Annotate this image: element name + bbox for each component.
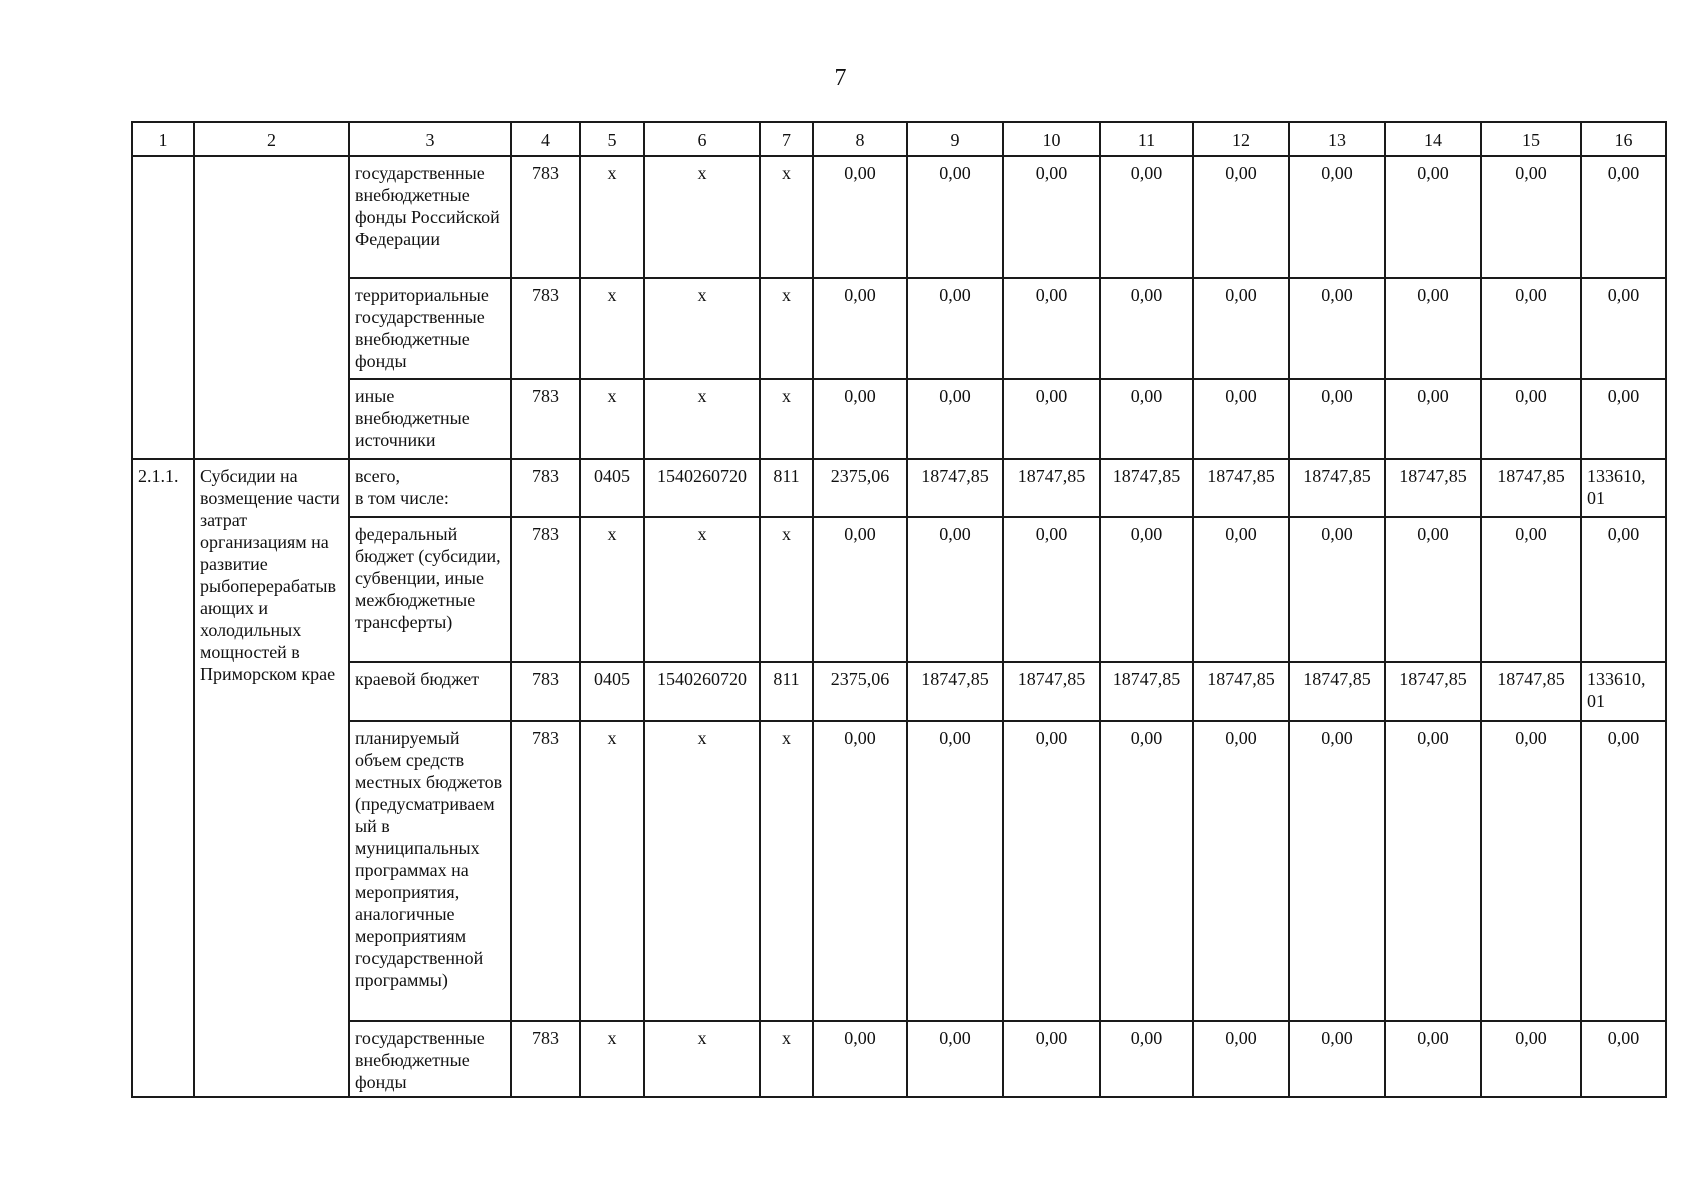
year-value: 0,00 — [813, 517, 907, 662]
item-number-cell — [132, 156, 194, 459]
col-header: 6 — [644, 122, 760, 156]
col7-value: x — [760, 156, 813, 278]
col7-value: x — [760, 517, 813, 662]
col-header: 4 — [511, 122, 580, 156]
funding-source — [349, 459, 511, 517]
col4-value: 783 — [511, 459, 580, 517]
year-value: 18747,85 — [1193, 662, 1289, 721]
col5-value: x — [580, 1021, 644, 1097]
year-value: 0,00 — [907, 721, 1003, 1021]
table-row — [132, 662, 1666, 721]
total-value — [1581, 459, 1666, 517]
year-value: 0,00 — [813, 278, 907, 379]
total-value: 0,00 — [1581, 379, 1666, 459]
table-row — [132, 459, 1666, 517]
year-value: 0,00 — [1100, 1021, 1193, 1097]
year-value: 0,00 — [1289, 156, 1385, 278]
year-value: 0,00 — [1193, 721, 1289, 1021]
year-value: 18747,85 — [1100, 662, 1193, 721]
year-value: 0,00 — [813, 156, 907, 278]
total-value: 0,00 — [1581, 156, 1666, 278]
year-value: 0,00 — [1385, 379, 1481, 459]
year-value: 18747,85 — [1003, 459, 1100, 517]
total-value: 0,00 — [1581, 1021, 1666, 1097]
total-value-line: 133610, — [1587, 466, 1646, 486]
year-value: 18747,85 — [1003, 662, 1100, 721]
col-header: 10 — [1003, 122, 1100, 156]
col7-value: x — [760, 721, 813, 1021]
year-value: 0,00 — [1193, 278, 1289, 379]
col-header: 5 — [580, 122, 644, 156]
year-value: 0,00 — [1193, 156, 1289, 278]
year-value: 0,00 — [813, 1021, 907, 1097]
year-value: 0,00 — [1481, 721, 1581, 1021]
col4-value: 783 — [511, 517, 580, 662]
year-value: 18747,85 — [1193, 459, 1289, 517]
table-row — [132, 517, 1666, 662]
year-value: 18747,85 — [1289, 662, 1385, 721]
col6-value: x — [644, 156, 760, 278]
col5-value: x — [580, 156, 644, 278]
item-name-cell — [194, 156, 349, 459]
col4-value: 783 — [511, 721, 580, 1021]
col-header: 1 — [132, 122, 194, 156]
year-value: 0,00 — [1003, 379, 1100, 459]
col6-value: x — [644, 517, 760, 662]
year-value: 0,00 — [1481, 278, 1581, 379]
year-value: 0,00 — [1100, 721, 1193, 1021]
col-header: 13 — [1289, 122, 1385, 156]
funding-source: федеральный бюджет (субсидии, субвенции, иные межбюджетные трансферты) — [349, 517, 511, 662]
col7-value: x — [760, 1021, 813, 1097]
year-value: 0,00 — [1003, 278, 1100, 379]
total-value — [1581, 662, 1666, 721]
year-value: 0,00 — [1100, 379, 1193, 459]
year-value: 0,00 — [1100, 517, 1193, 662]
year-value: 0,00 — [1481, 517, 1581, 662]
funding-source: иные внебюджетные источники — [349, 379, 511, 459]
col5-value: x — [580, 278, 644, 379]
page-number: 7 — [834, 65, 847, 91]
year-value: 0,00 — [907, 517, 1003, 662]
col5-value: 0405 — [580, 662, 644, 721]
col-header: 8 — [813, 122, 907, 156]
col-header: 16 — [1581, 122, 1666, 156]
year-value: 0,00 — [1100, 278, 1193, 379]
year-value: 0,00 — [813, 721, 907, 1021]
year-value: 0,00 — [1385, 1021, 1481, 1097]
year-value: 0,00 — [1289, 721, 1385, 1021]
year-value: 0,00 — [907, 1021, 1003, 1097]
year-value: 0,00 — [1289, 1021, 1385, 1097]
year-value: 0,00 — [1481, 156, 1581, 278]
col4-value: 783 — [511, 156, 580, 278]
total-value-line: 01 — [1587, 488, 1605, 508]
year-value: 0,00 — [1193, 1021, 1289, 1097]
year-value: 18747,85 — [1289, 459, 1385, 517]
col6-value: x — [644, 379, 760, 459]
col6-value: x — [644, 721, 760, 1021]
year-value: 0,00 — [1003, 156, 1100, 278]
col6-value: x — [644, 278, 760, 379]
col5-value: x — [580, 721, 644, 1021]
budget-table — [131, 121, 1667, 1098]
col-header: 15 — [1481, 122, 1581, 156]
year-value: 0,00 — [1193, 517, 1289, 662]
col7-value: x — [760, 379, 813, 459]
year-value: 0,00 — [1289, 278, 1385, 379]
total-value: 0,00 — [1581, 721, 1666, 1021]
col4-value: 783 — [511, 1021, 580, 1097]
col7-value: 811 — [760, 459, 813, 517]
table-row — [132, 156, 1666, 278]
table-row — [132, 278, 1666, 379]
total-value-line: 01 — [1587, 691, 1605, 711]
year-value: 18747,85 — [907, 459, 1003, 517]
total-value-line: 133610, — [1587, 669, 1646, 689]
year-value: 0,00 — [1003, 1021, 1100, 1097]
col4-value: 783 — [511, 662, 580, 721]
table-row — [132, 721, 1666, 1021]
funding-source: территориальные государственные внебюджетные фонды — [349, 278, 511, 379]
funding-source: планируемый объем средств местных бюджетов (предусматриваемый в муниципальных программах на мероприятия, аналогичные мероприятиям государственной программы) — [349, 721, 511, 1021]
col-header: 9 — [907, 122, 1003, 156]
col4-value: 783 — [511, 379, 580, 459]
total-value: 0,00 — [1581, 278, 1666, 379]
year-value: 0,00 — [1481, 379, 1581, 459]
year-value: 0,00 — [907, 156, 1003, 278]
col-header: 2 — [194, 122, 349, 156]
col-header: 14 — [1385, 122, 1481, 156]
year-value: 18747,85 — [1100, 459, 1193, 517]
col6-value: 1540260720 — [644, 662, 760, 721]
funding-source-line: в том числе: — [355, 488, 449, 508]
item-number: 2.1.1. — [132, 459, 194, 1097]
year-value: 18747,85 — [1385, 662, 1481, 721]
year-value: 0,00 — [1385, 721, 1481, 1021]
col5-value: x — [580, 517, 644, 662]
col-header: 11 — [1100, 122, 1193, 156]
funding-source: государственные внебюджетные фонды — [349, 1021, 511, 1097]
table-row — [132, 379, 1666, 459]
year-value: 0,00 — [1289, 379, 1385, 459]
year-value: 0,00 — [1385, 278, 1481, 379]
funding-source: государственные внебюджетные фонды Российской Федерации — [349, 156, 511, 278]
col6-value: x — [644, 1021, 760, 1097]
year-value: 0,00 — [1100, 156, 1193, 278]
funding-source: краевой бюджет — [349, 662, 511, 721]
year-value: 0,00 — [1003, 721, 1100, 1021]
year-value: 18747,85 — [1481, 459, 1581, 517]
year-value: 18747,85 — [907, 662, 1003, 721]
col-header: 3 — [349, 122, 511, 156]
funding-source-line: всего, — [355, 466, 401, 486]
col4-value: 783 — [511, 278, 580, 379]
col6-value: 1540260720 — [644, 459, 760, 517]
col7-value: x — [760, 278, 813, 379]
table-row — [132, 1021, 1666, 1097]
year-value: 0,00 — [1289, 517, 1385, 662]
col7-value: 811 — [760, 662, 813, 721]
year-value: 18747,85 — [1481, 662, 1581, 721]
total-value: 0,00 — [1581, 517, 1666, 662]
year-value: 2375,06 — [813, 459, 907, 517]
year-value: 0,00 — [1385, 156, 1481, 278]
year-value: 0,00 — [813, 379, 907, 459]
year-value: 0,00 — [1481, 1021, 1581, 1097]
header-row — [132, 122, 1666, 156]
col-header: 7 — [760, 122, 813, 156]
col5-value: 0405 — [580, 459, 644, 517]
year-value: 0,00 — [1385, 517, 1481, 662]
col5-value: x — [580, 379, 644, 459]
year-value: 0,00 — [907, 379, 1003, 459]
year-value: 0,00 — [907, 278, 1003, 379]
year-value: 0,00 — [1003, 517, 1100, 662]
year-value: 0,00 — [1193, 379, 1289, 459]
col-header: 12 — [1193, 122, 1289, 156]
year-value: 18747,85 — [1385, 459, 1481, 517]
item-name: Субсидии на возмещение части затрат организациям на развитие рыбоперерабатывающих и холодильных мощностей в Приморском крае — [194, 459, 349, 1097]
year-value: 2375,06 — [813, 662, 907, 721]
